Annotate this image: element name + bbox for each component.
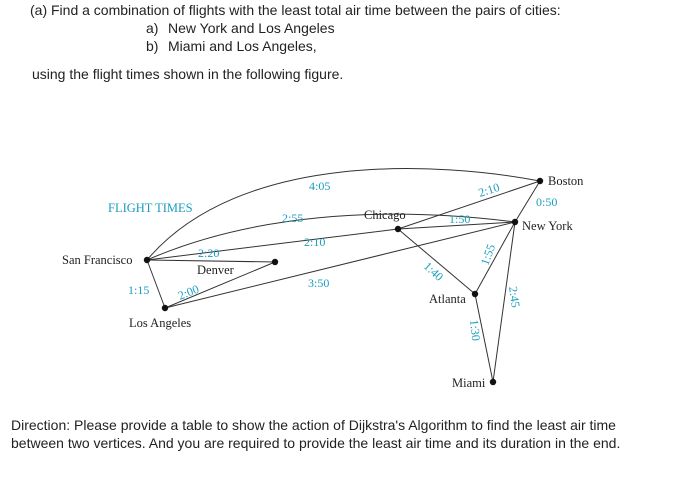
route-chicago-atlanta bbox=[398, 229, 475, 294]
question-item-a-label: a) bbox=[146, 20, 159, 36]
node-denver bbox=[272, 259, 278, 265]
time-chicago-boston: 2:10 bbox=[476, 179, 502, 200]
time-chicago-atlanta: 1:40 bbox=[420, 258, 447, 284]
question-item-a-text: New York and Los Angeles bbox=[168, 20, 335, 36]
label-chicago: Chicago bbox=[364, 208, 406, 222]
time-la-denver: 2:00 bbox=[175, 281, 201, 303]
time-sf-chicago: 2:10 bbox=[304, 235, 326, 249]
time-sf-la: 1:15 bbox=[128, 283, 150, 297]
label-denver: Denver bbox=[197, 263, 234, 277]
time-la-newyork: 3:50 bbox=[308, 276, 330, 290]
route-sf-denver bbox=[147, 260, 275, 262]
node-miami bbox=[490, 379, 496, 385]
label-boston: Boston bbox=[548, 174, 584, 188]
time-newyork-miami: 2:45 bbox=[506, 285, 523, 309]
node-san-francisco bbox=[144, 257, 150, 263]
label-miami: Miami bbox=[452, 376, 486, 390]
time-sf-denver: 2:20 bbox=[198, 246, 220, 260]
time-newyork-atlanta: 1:55 bbox=[477, 242, 499, 268]
direction-text: Direction: Please provide a table to show the action of Dijkstra's Algorithm to find the least air time between two vertices. And you are required to provide the least air time and its duration in the end. bbox=[11, 417, 621, 451]
city-nodes bbox=[144, 178, 543, 385]
figure-title: FLIGHT TIMES bbox=[108, 201, 193, 215]
time-sf-boston: 4:05 bbox=[309, 179, 331, 193]
question-using: using the flight times shown in the following figure. bbox=[32, 66, 344, 82]
question-item-b-label: b) bbox=[146, 38, 159, 54]
time-chicago-newyork: 1:50 bbox=[449, 212, 471, 226]
label-atlanta: Atlanta bbox=[429, 292, 466, 306]
label-new-york: New York bbox=[522, 219, 573, 233]
route-sf-la bbox=[147, 260, 165, 308]
question-item-b-text: Miami and Los Angeles, bbox=[168, 38, 317, 54]
label-los-angeles: Los Angeles bbox=[129, 316, 192, 330]
question-title: (a) Find a combination of flights with the least total air time between the pairs of cities: bbox=[30, 2, 561, 18]
time-boston-newyork: 0:50 bbox=[536, 195, 558, 209]
label-san-francisco: San Francisco bbox=[62, 253, 133, 267]
node-new-york bbox=[512, 219, 518, 225]
route-sf-chicago bbox=[147, 229, 398, 260]
time-sf-newyork: 2:55 bbox=[282, 211, 304, 225]
node-chicago bbox=[395, 226, 401, 232]
node-los-angeles bbox=[162, 305, 168, 311]
node-atlanta bbox=[472, 291, 478, 297]
time-atlanta-miami: 1:30 bbox=[467, 318, 484, 342]
node-boston bbox=[537, 178, 543, 184]
